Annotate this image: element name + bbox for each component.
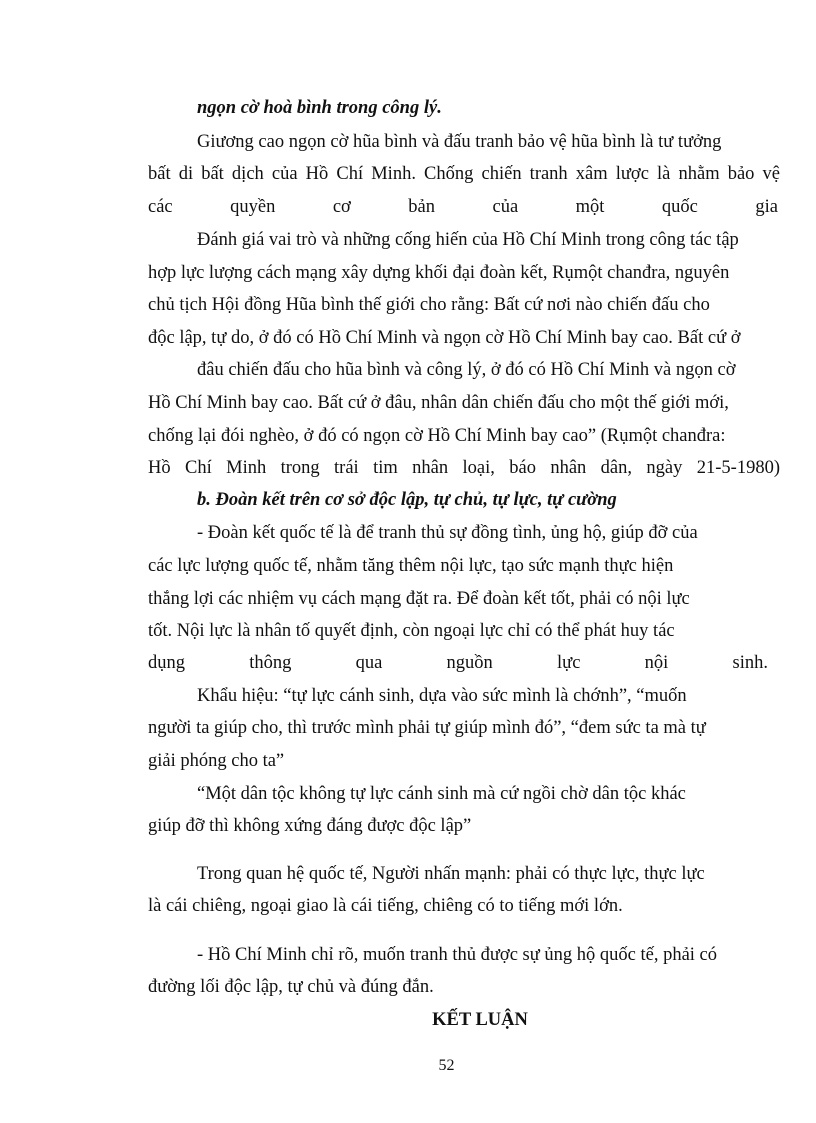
- conclusion-heading: KẾT LUẬN: [432, 1010, 528, 1030]
- paragraph-line: Khẩu hiệu: “tự lực cánh sinh, dựa vào sức mình là chớnh”, “muốn: [197, 686, 687, 706]
- quote-line: giúp đỡ thì không xứng đáng được độc lập”: [148, 816, 472, 836]
- paragraph-line: đường lối độc lập, tự chủ và đúng đắn.: [148, 977, 434, 997]
- paragraph-line: người ta giúp cho, thì trước mình phải tự giúp mình đó”, “đem sức ta mà tự: [148, 718, 706, 738]
- paragraph-line: hợp lực lượng cách mạng xây dựng khối đại đoàn kết, Rụmột chanđra, nguyên: [148, 263, 730, 283]
- paragraph-line: các lực lượng quốc tế, nhằm tăng thêm nội lực, tạo sức mạnh thực hiện: [148, 556, 674, 576]
- quote-line: “Một dân tộc không tự lực cánh sinh mà cứ ngồi chờ dân tộc khác: [197, 784, 686, 804]
- continued-heading-line: ngọn cờ hoà bình trong công lý.: [197, 98, 442, 118]
- paragraph-line: dụng thông qua nguồn lực nội sinh.: [148, 653, 768, 673]
- paragraph-line: - Hồ Chí Minh chỉ rõ, muốn tranh thủ được sự ủng hộ quốc tế, phải có: [197, 945, 718, 965]
- page-number: 52: [438, 1057, 455, 1074]
- paragraph-line: giải phóng cho ta”: [148, 751, 285, 771]
- paragraph-line: Trong quan hệ quốc tế, Người nhấn mạnh: phải có thực lực, thực lực: [197, 864, 705, 884]
- paragraph-line: chống lại đói nghèo, ở đó có ngọn cờ Hồ Chí Minh bay cao” (Rụmột chanđra:: [148, 426, 726, 446]
- paragraph-line: thắng lợi các nhiệm vụ cách mạng đặt ra. Để đoàn kết tốt, phải có nội lực: [148, 589, 690, 609]
- paragraph-line: đâu chiến đấu cho hũa bình và công lý, ở đó có Hồ Chí Minh và ngọn cờ: [197, 360, 736, 380]
- paragraph-line: bất di bất dịch của Hồ Chí Minh. Chống chiến tranh xâm lược là nhằm bảo vệ: [148, 164, 780, 184]
- paragraph-line: Hồ Chí Minh trong trái tim nhân loại, báo nhân dân, ngày 21-5-1980): [148, 458, 780, 478]
- paragraph-line: là cái chiêng, ngoại giao là cái tiếng, chiêng có to tiếng mới lớn.: [148, 896, 623, 916]
- paragraph-line: - Đoàn kết quốc tế là để tranh thủ sự đồng tình, ủng hộ, giúp đỡ của: [197, 523, 698, 543]
- paragraph-line: độc lập, tự do, ở đó có Hồ Chí Minh và ngọn cờ Hồ Chí Minh bay cao. Bất cứ ở: [148, 328, 741, 348]
- paragraph-line: tốt. Nội lực là nhân tố quyết định, còn ngoại lực chỉ có thể phát huy tác: [148, 621, 675, 641]
- paragraph-line: Giương cao ngọn cờ hũa bình và đấu tranh bảo vệ hũa bình là tư tưởng: [197, 132, 722, 152]
- paragraph-line: Hồ Chí Minh bay cao. Bất cứ ở đâu, nhân dân chiến đấu cho một thế giới mới,: [148, 393, 729, 413]
- paragraph-line: Đánh giá vai trò và những cống hiến của Hồ Chí Minh trong công tác tập: [197, 230, 739, 250]
- section-heading: b. Đoàn kết trên cơ sở độc lập, tự chủ, tự lực, tự cường: [197, 490, 617, 510]
- paragraph-line: các quyền cơ bản của một quốc gia: [148, 197, 778, 217]
- paragraph-line: chủ tịch Hội đồng Hũa bình thế giới cho rằng: Bất cứ nơi nào chiến đấu cho: [148, 295, 710, 315]
